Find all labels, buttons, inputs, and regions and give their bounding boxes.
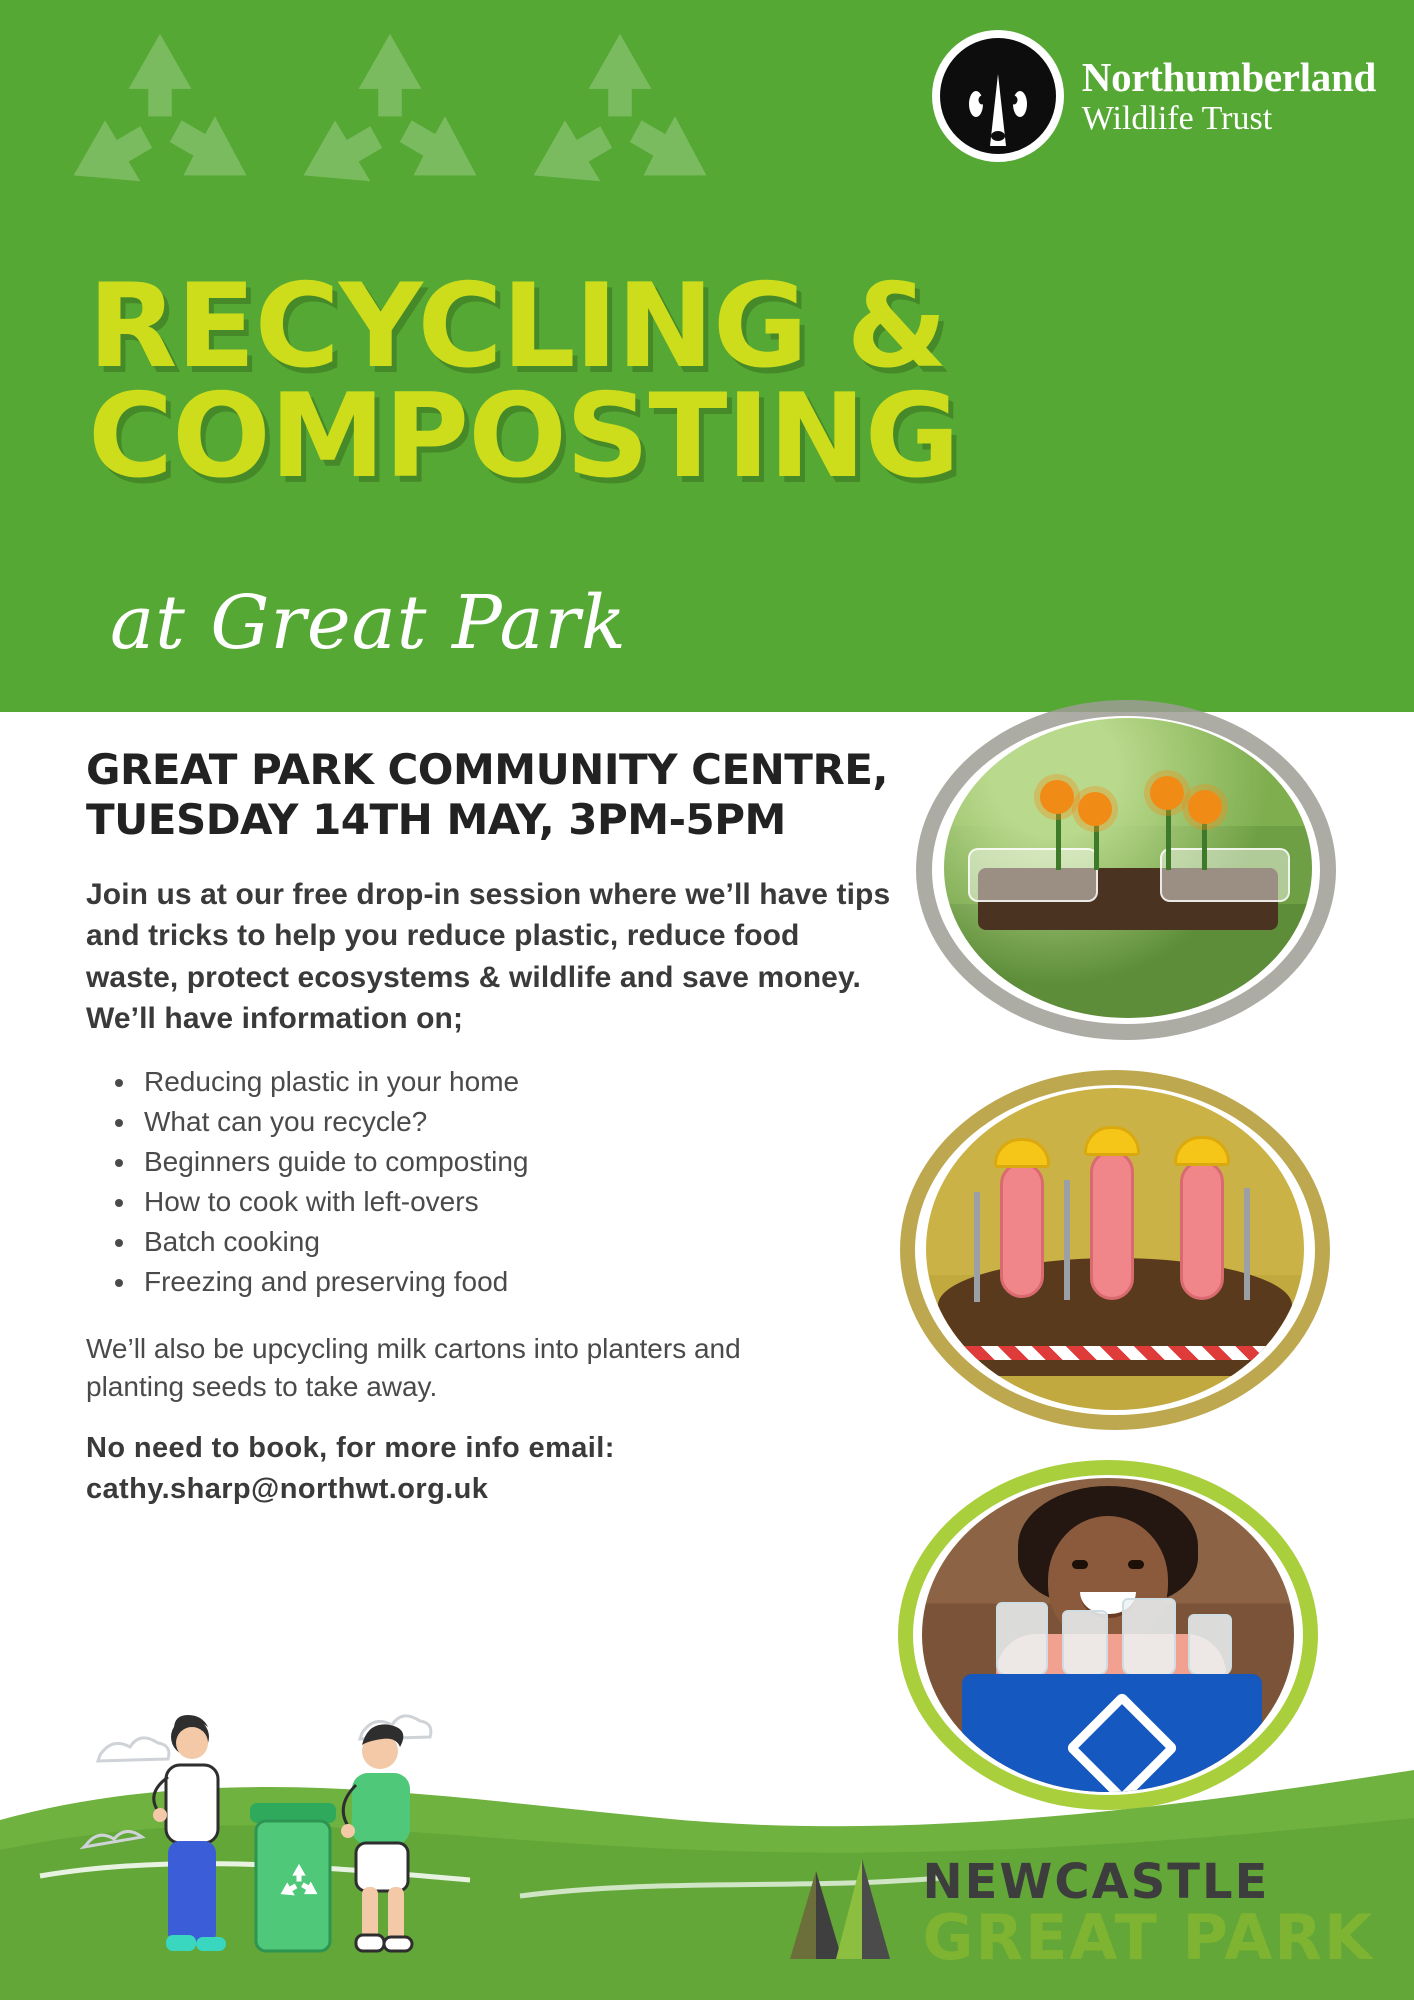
list-item: • What can you recycle? bbox=[138, 1102, 896, 1142]
trust-name-line1: Northumberland bbox=[1081, 53, 1376, 100]
list-item: • Beginners guide to composting bbox=[138, 1142, 896, 1182]
upcycling-note: We’ll also be upcycling milk cartons into planters and planting seeds to take away. bbox=[86, 1332, 741, 1402]
poster-subheadline: at Great Park bbox=[110, 580, 627, 666]
recycle-icon bbox=[290, 30, 490, 195]
contact-info bbox=[86, 1428, 896, 1509]
headline-line-2: COMPOSTING bbox=[88, 369, 959, 505]
headline-line-1: RECYCLING & bbox=[88, 259, 947, 394]
photo-bottle-planters bbox=[944, 718, 1312, 1018]
recycle-decoration-group bbox=[60, 30, 720, 195]
recycle-icon bbox=[520, 30, 720, 195]
poster-body bbox=[86, 745, 896, 1509]
band-bottom-curve bbox=[0, 690, 1414, 712]
newcastle-great-park-logo bbox=[786, 1855, 1374, 1972]
photo-composting-worms bbox=[926, 1088, 1304, 1410]
event-intro-paragraph: Join us at our free drop-in session where we’ll have tips and tricks to help you reduce plastic, reduce food waste, protect ecosystems & wildlife and save money. We’ll have information on; bbox=[86, 878, 891, 1036]
trust-name-line2: Wildlife Trust bbox=[1081, 99, 1273, 137]
list-item: • Reducing plastic in your home bbox=[138, 1062, 896, 1102]
ngp-line-2: GREAT PARK bbox=[922, 1900, 1374, 1974]
contact-email[interactable]: cathy.sharp@northwt.org.uk bbox=[86, 1472, 489, 1505]
northumberland-wildlife-trust-logo bbox=[932, 30, 1376, 162]
header-band bbox=[0, 0, 1414, 712]
venue-line-2: TUESDAY 14TH MAY, 3PM-5PM bbox=[86, 794, 786, 844]
ngp-line-1: NEWCASTLE bbox=[922, 1853, 1270, 1910]
venue-line-1: GREAT PARK COMMUNITY CENTRE, bbox=[86, 745, 888, 794]
list-item: • Batch cooking bbox=[138, 1222, 896, 1262]
contact-line-1: No need to book, for more info email: bbox=[86, 1432, 615, 1464]
people-with-recycling-bin bbox=[80, 1685, 500, 1990]
badger-icon bbox=[932, 30, 1064, 162]
list-item: • How to cook with left-overs bbox=[138, 1182, 896, 1222]
topics-list bbox=[86, 1062, 896, 1302]
event-venue-and-time bbox=[86, 745, 896, 844]
list-item: • Freezing and preserving food bbox=[138, 1262, 896, 1302]
recycle-icon bbox=[60, 30, 260, 195]
trees-icon bbox=[786, 1855, 906, 1972]
poster-headline bbox=[88, 259, 959, 505]
